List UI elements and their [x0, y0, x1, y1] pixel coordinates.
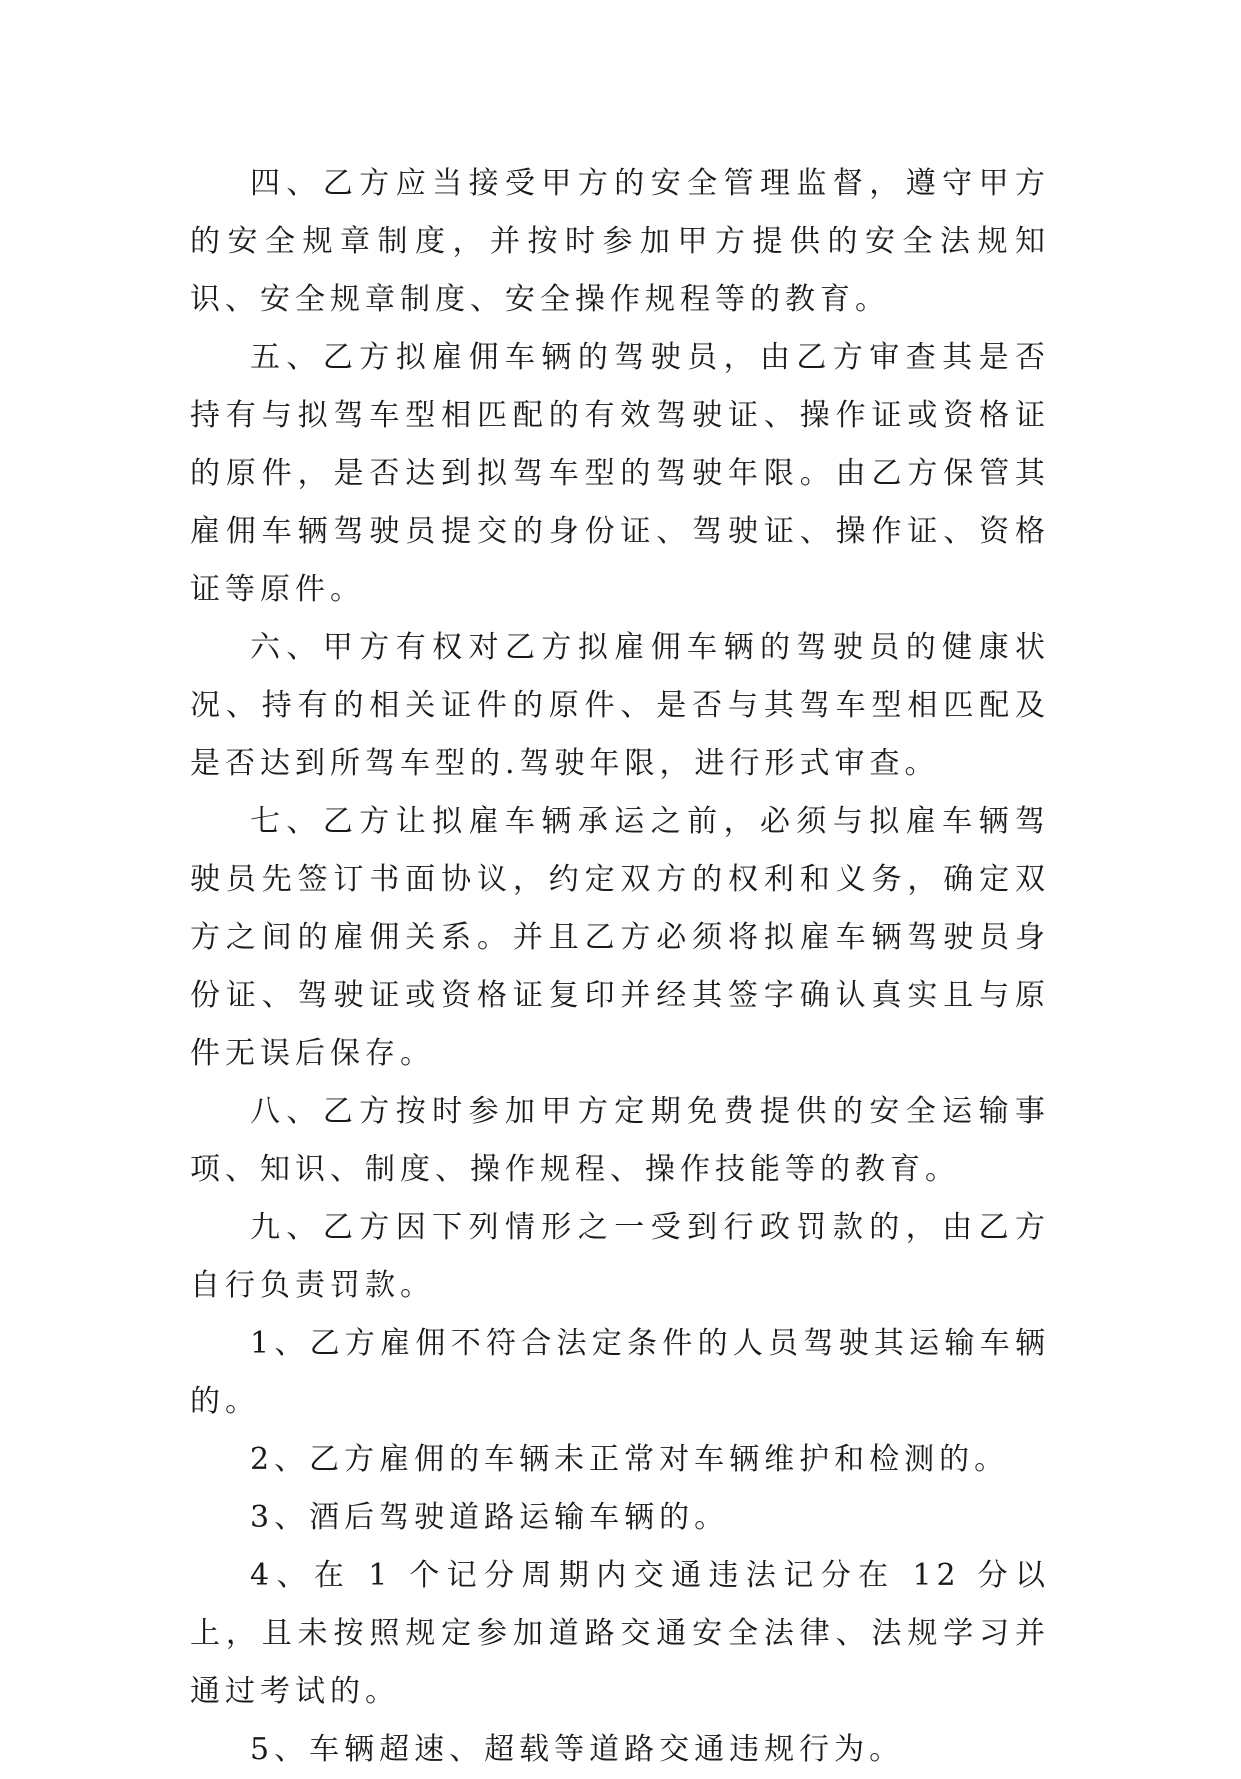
clause-9-paragraph: 九、乙方因下列情形之一受到行政罚款的，由乙方自行负责罚款。: [190, 1210, 1050, 1303]
clause-9-item-4: 4、在 1 个记分周期内交通违法记分在 12 分以上，且未按照规定参加道路交通安全法律、法规学习并通过考试的。: [190, 1558, 1050, 1709]
clause-9-item-2: 2、乙方雇佣的车辆未正常对车辆维护和检测的。: [250, 1442, 1010, 1477]
clause-9-item-1: 1、乙方雇佣不符合法定条件的人员驾驶其运输车辆的。: [190, 1326, 1050, 1419]
clause-7-paragraph: 七、乙方让拟雇车辆承运之前，必须与拟雇车辆驾驶员先签订书面协议，约定双方的权利和义务，确定双方之间的雇佣关系。并且乙方必须将拟雇车辆驾驶员身份证、驾驶证或资格证复印并经其签字确认真实且与原件无误后保存。: [190, 804, 1050, 1071]
clause-4-paragraph: 四、乙方应当接受甲方的安全管理监督，遵守甲方的安全规章制度，并按时参加甲方提供的安全法规知识、安全规章制度、安全操作规程等的教育。: [190, 166, 1050, 317]
clause-5-paragraph: 五、乙方拟雇佣车辆的驾驶员，由乙方审查其是否持有与拟驾车型相匹配的有效驾驶证、操作证或资格证的原件，是否达到拟驾车型的驾驶年限。由乙方保管其雇佣车辆驾驶员提交的身份证、驾驶证、操作证、资格证等原件。: [190, 340, 1050, 607]
clause-9-item-3: 3、酒后驾驶道路运输车辆的。: [250, 1500, 730, 1535]
document-body: [190, 155, 1050, 1779]
clause-8-paragraph: 八、乙方按时参加甲方定期免费提供的安全运输事项、知识、制度、操作规程、操作技能等的教育。: [190, 1094, 1050, 1187]
clause-6-paragraph: 六、甲方有权对乙方拟雇佣车辆的驾驶员的健康状况、持有的相关证件的原件、是否与其驾车型相匹配及是否达到所驾车型的.驾驶年限，进行形式审查。: [190, 630, 1050, 781]
clause-9-item-5: 5、车辆超速、超载等道路交通违规行为。: [250, 1732, 905, 1767]
